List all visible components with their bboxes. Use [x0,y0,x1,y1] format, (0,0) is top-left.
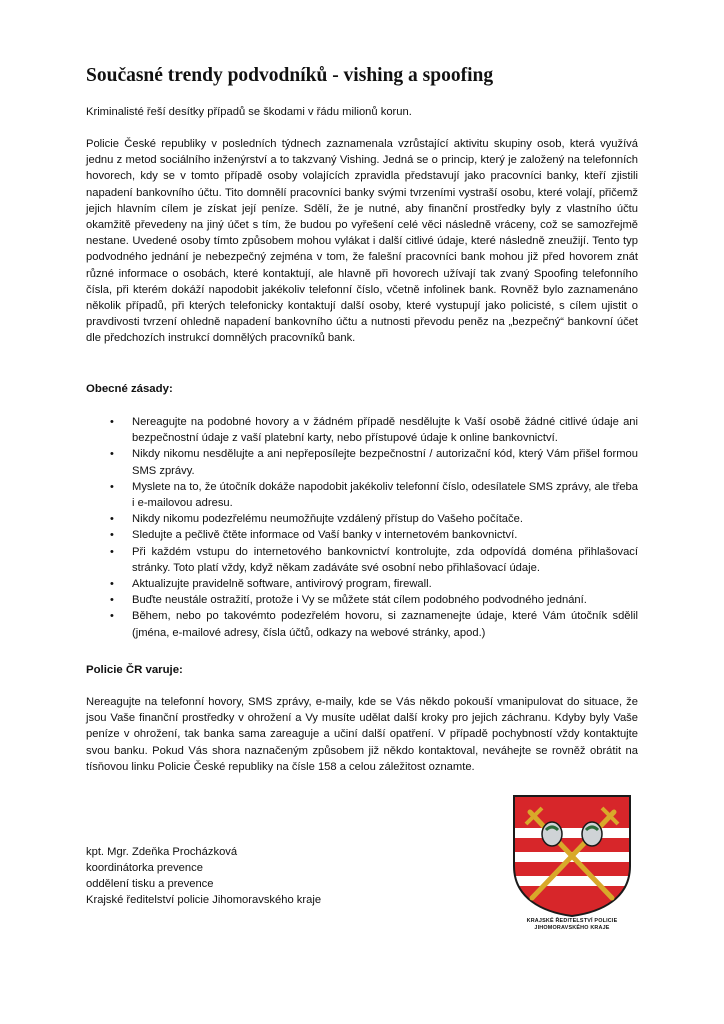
document-title: Současné trendy podvodníků - vishing a spoofing [86,65,494,86]
general-principles-heading: Obecné zásady: [86,383,173,395]
list-item [86,592,638,608]
signature-role: koordinátorka prevence [86,862,203,874]
list-item [86,544,638,576]
bullet-icon: • [110,594,114,607]
list-item-text: Při každém vstupu do internetového bankovnictví kontrolujte, zda odpovídá doména přihlašovací stránky. Toto platí vždy, když někam zadáváte své osobní nebo přihlašovací údaje. [132,545,638,574]
warning-paragraph: Nereagujte na telefonní hovory, SMS zprávy, e-maily, kde se Vás někdo pokouší vmanipulovat do situace, že jsou Vaše finanční prostředky v ohrožení a Vy musíte udělat další kroky pro jejich záchranu. Kdyby byly Vaše peníze v ohrožení, tak banka sama zareaguje a učiní další opatření. V případě pochybností vždy kontaktujte svou banku. Pokud Vás shora naznačeným způsobem již někdo kontaktoval, neváhejte se rovněž obrátit na tísňovou linku Policie České republiky na čísle 158 a celou záležitost oznamte. [86,696,638,773]
list-item-text: Nereagujte na podobné hovory a v žádném případě nesdělujte k Vaší osobě žádné citlivé údaje ani bezpečnostní údaje z vaší platební karty, nebo přístupové údaje k online bankovnictví. [132,416,638,445]
signature-block [86,844,446,908]
list-item [86,511,638,527]
list-item-text: Nikdy nikomu podezřelému neumožňujte vzdálený přístup do Vašeho počítače. [132,513,523,526]
signature-organization: Krajské ředitelství policie Jihomoravského kraje [86,894,322,906]
signature-name: kpt. Mgr. Zdeňka Procházková [86,846,238,858]
bullet-icon: • [110,416,114,428]
list-item [86,414,638,446]
list-item-text: Během, nebo po takovémto podezřelém hovoru, si zaznamenejte údaje, které Vám útočník sdělil (jména, e-mailové adresy, čísla účtů, odkazy na webové stránky, apod.) [132,610,638,639]
bullet-icon: • [110,545,114,558]
lead-sentence: Kriminalisté řeší desítky případů se škodami v řádu milionů korun. [86,106,412,118]
bullet-icon: • [110,513,114,526]
emblem-caption-line2: JIHOMORAVSKÉHO KRAJE [534,925,610,931]
list-item-text: Myslete na to, že útočník dokáže napodobit jakékoliv telefonní číslo, odesílatele SMS zprávy, ale třeba i e-mailovou adresu. [132,480,638,510]
bullet-icon: • [110,578,114,591]
bullet-icon: • [110,610,114,623]
emblem-caption-line1: KRAJSKÉ ŘEDITELSTVÍ POLICIE [526,918,618,924]
bullet-icon: • [110,448,114,461]
shield-white-stripe [508,828,636,838]
emblem-caption [508,918,636,932]
bullet-icon: • [110,480,114,493]
list-item [86,446,638,478]
police-warning-heading: Policie ČR varuje: [86,664,183,676]
bullet-icon: • [110,529,114,542]
list-item-text: Nikdy nikomu nesdělujte a ani nepřeposílejte bezpečnostní / autorizační kód, který Vám přišel formou SMS zprávy. [132,448,638,477]
list-item-text: Aktualizujte pravidelně software, antivirový program, firewall. [132,578,432,591]
signature-department: oddělení tisku a prevence [86,878,214,890]
shield-white-stripe [508,876,636,886]
list-item-text: Sledujte a pečlivě čtěte informace od Vaší banky v internetovém bankovnictví. [132,529,518,542]
list-item-text: Buďte neustále ostražití, protože i Vy se můžete stát cílem podobného podvodného jednání. [132,594,587,607]
intro-paragraph: Policie České republiky v posledních týdnech zaznamenala vzrůstající aktivitu skupiny osob, která využívá jednu z metod sociálního inženýrství a to takzvaný Vishing. Jedná se o princip, který je založený na telefonních hovorech, kdy se v tomto případě osoby volajících zpravidla představují jako pracovníci banky, kteří zjistili napadení bankovního účtu. Tito domnělí pracovníci banky svými tvrzeními vystraší osobu, které volají, přičemž jejich hlavním cílem je získat její peníze. Sdělí, že je nutné, aby finanční prostředky byly z vlastního účtu okamžitě převedeny na jiný účet s tím, že budou po vyřešení celé věci následně vráceny, což se samozřejmě nestane. Uvedené osoby tímto způsobem mohou vylákat i další citlivé údaje, které následně zneužijí. Tento typ podvodného jednání je nebezpečný zejména v tom, že falešní pracovníci bank mohou již před hovorem znát různé informace o osobách, které kontaktují, ale hlavně při hovorech užívají tak zvaný Spoofing telefonního čísla, při kterém dokáží napodobit jakékoliv telefonní číslo, včetně infolinek bank. Rovněž bylo zaznamenáno několik případů, při kterých telefonicky kontaktují další osoby, které vystupují jako policisté, s cílem ujistit o pravdivosti tvrzení ohledně napadení bankovního účtu a nutnosti převodu peněz na „bezpečný“ bankovní účet dle předchozích instrukcí domnělých pracovníků bank. [86,138,638,345]
list-item [86,527,638,543]
list-item [86,576,638,592]
principles-list [86,414,638,641]
list-item [86,608,638,640]
list-item [86,479,638,511]
